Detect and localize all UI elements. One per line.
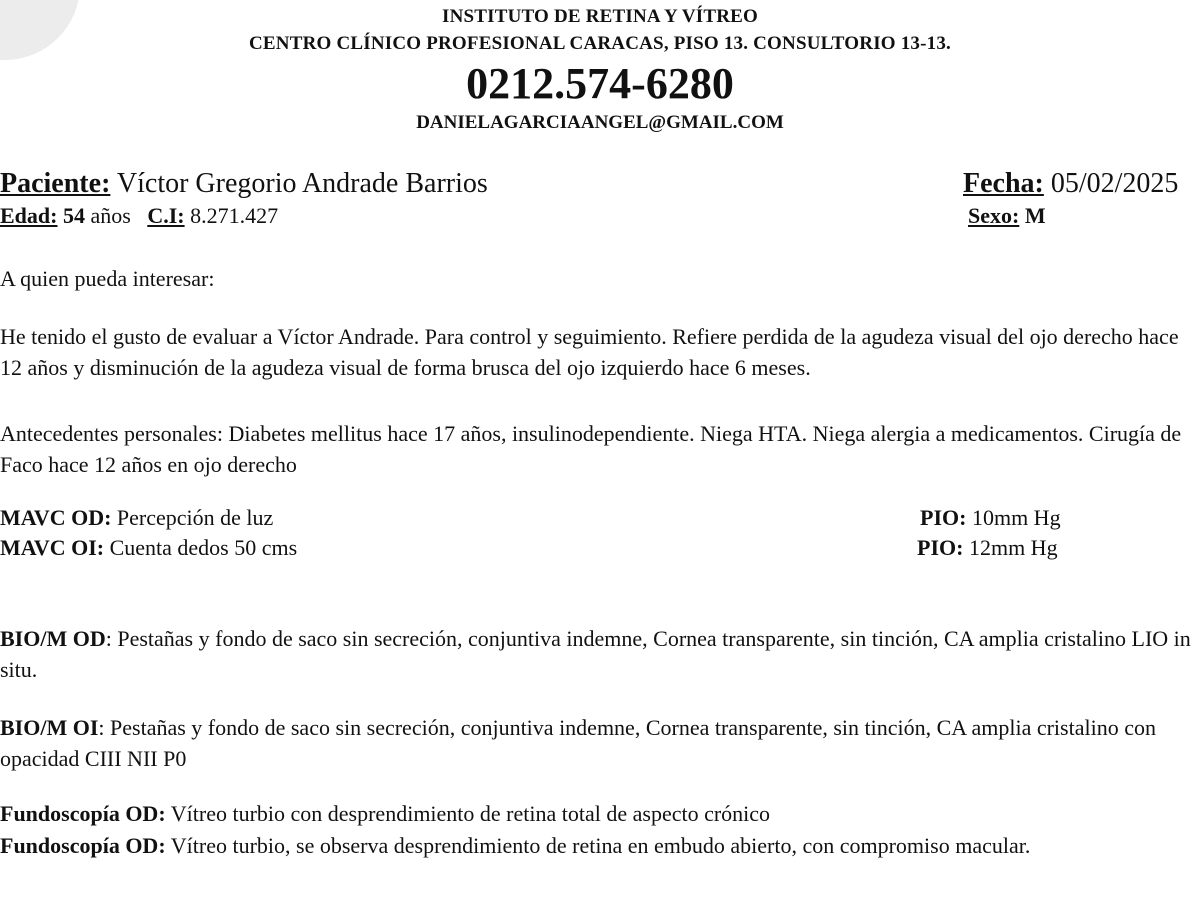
patient-name: Víctor Gregorio Andrade Barrios — [116, 168, 488, 199]
institute-address: CENTRO CLÍNICO PROFESIONAL CARACAS, PISO 13. CONSULTORIO 13-13. — [249, 33, 951, 54]
fundoscopy-text-2: Vítreo turbio, se observa desprendimiento de retina en embudo abierto, con compromiso macular. — [170, 833, 1031, 858]
pio-oi-label: PIO: — [917, 535, 964, 560]
pio-od-value: 10mm Hg — [971, 505, 1061, 530]
ci-value: 8.271.427 — [190, 203, 279, 228]
bio-od-label: BIO/M OD — [0, 626, 106, 651]
institute-name: INSTITUTO DE RETINA Y VÍTREO — [441, 6, 759, 27]
fundoscopy-text-1: Vítreo turbio con desprendimiento de retina total de aspecto crónico — [170, 801, 771, 826]
evaluation-paragraph: He tenido el gusto de evaluar a Víctor Andrade. Para control y seguimiento. Refiere perdida de la agudeza visual del ojo derecho hace 12 años y disminución de la agudeza visual de forma brusca del ojo izquierdo hace 6 meses. — [0, 324, 1179, 380]
sex-label: Sexo: — [968, 203, 1020, 228]
bio-od-text: : Pestañas y fondo de saco sin secreción, conjuntiva indemne, Cornea transparente, sin tinción, CA amplia cristalino LIO in situ. — [0, 626, 1191, 682]
email-address: DANIELAGARCIAANGEL@GMAIL.COM — [416, 112, 784, 133]
patient-label: Paciente: — [0, 168, 111, 199]
mavc-od-line — [0, 505, 273, 531]
greeting: A quien pueda interesar: — [0, 266, 215, 291]
mavc-od-label: MAVC OD: — [0, 505, 112, 530]
pio-od-label: PIO: — [920, 505, 967, 530]
bio-oi-text: : Pestañas y fondo de saco sin secreción, conjuntiva indemne, Cornea transparente, sin tinción, CA amplia cristalino con opacidad CIII NII P0 — [0, 715, 1156, 771]
bio-oi-label: BIO/M OI — [0, 715, 99, 740]
bio-od-paragraph — [0, 623, 1200, 685]
mavc-oi-value: Cuenta dedos 50 cms — [109, 535, 298, 560]
fundoscopy-label-1: Fundoscopía OD: — [0, 801, 166, 826]
pio-oi-line — [917, 535, 1058, 561]
sex-line — [968, 203, 1046, 229]
fundoscopy-paragraph-2 — [0, 830, 1200, 861]
sex-value: M — [1024, 203, 1046, 228]
fundoscopy-line-1 — [0, 801, 770, 827]
history-paragraph: Antecedentes personales: Diabetes mellitus hace 17 años, insulinodependiente. Niega HTA. Niega alergia a medicamentos. Cirugía de Faco hace 12 años en ojo derecho — [0, 421, 1182, 477]
ci-label: C.I: — [147, 203, 185, 228]
age-unit: años — [90, 203, 131, 228]
phone-number: 0212.574-6280 — [466, 59, 734, 108]
fundoscopy-label-2: Fundoscopía OD: — [0, 833, 166, 858]
age-value: 54 — [62, 203, 85, 228]
patient-name-line — [0, 168, 488, 200]
date-label: Fecha: — [963, 168, 1044, 199]
mavc-oi-line — [0, 535, 297, 561]
pio-oi-value: 12mm Hg — [968, 535, 1058, 560]
mavc-oi-label: MAVC OI: — [0, 535, 105, 560]
pio-od-line — [920, 505, 1061, 531]
date-value: 05/02/2025 — [1050, 168, 1179, 199]
age-label: Edad: — [0, 203, 58, 228]
date-line — [963, 168, 1178, 200]
bio-oi-paragraph — [0, 712, 1200, 774]
mavc-od-value: Percepción de luz — [116, 505, 274, 530]
age-ci-line — [0, 203, 278, 229]
